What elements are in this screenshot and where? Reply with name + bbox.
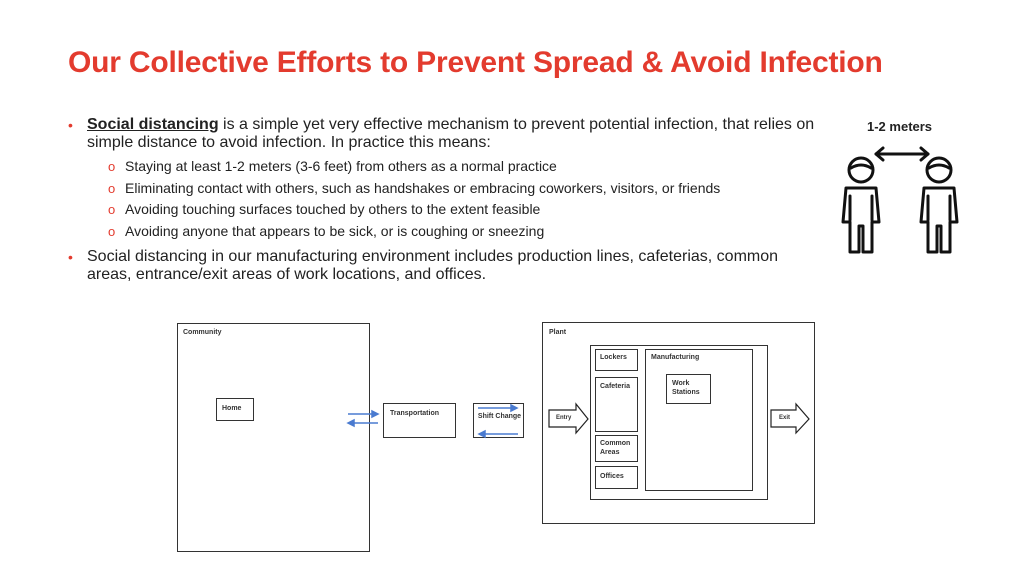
circle-bullet-icon: o (108, 223, 116, 239)
bullet-dot-icon: • (68, 249, 73, 265)
entry-label: Entry (556, 415, 572, 421)
slide-title: Our Collective Efforts to Prevent Spread & Avoid Infection (68, 46, 883, 79)
plant-label: Plant (549, 329, 567, 336)
manufacturing-label: Manufacturing (651, 354, 700, 361)
cafeteria-label: Cafeteria (600, 383, 630, 390)
sub-bullet: o Avoiding touching surfaces touched by others to the extent feasible (56, 199, 816, 221)
bullet-dot-icon: • (68, 117, 73, 133)
shift-change-label: Shift Change (477, 413, 522, 420)
work-stations-label: Work Stations (672, 380, 700, 396)
community-label: Community (183, 329, 222, 336)
circle-bullet-icon: o (108, 180, 116, 196)
transportation-label: Transportation (390, 410, 440, 417)
distance-label: 1-2 meters (867, 119, 933, 134)
bullet-manufacturing: • Social distancing in our manufacturing environment includes production lines, cafeterias, common areas, entrance/exit areas of work locations, and offices. (68, 248, 779, 283)
sub-bullet: o Eliminating contact with others, such as handshakes or embracing coworkers, visitors, or friends (56, 178, 816, 200)
common-areas-label: Common Areas (600, 440, 631, 456)
circle-bullet-icon: o (108, 159, 116, 174)
bullet-lead: Social distancing (87, 116, 219, 133)
offices-label: Offices (600, 473, 624, 480)
sub-bullet: o Staying at least 1-2 meters (3-6 feet) from others as a normal practice (56, 156, 816, 178)
exit-label: Exit (779, 415, 791, 421)
circle-bullet-icon: o (108, 202, 116, 217)
bullet-text: is a simple yet very effective mechanism to prevent potential infection, that relies on simple distance to avoid infection. In practice this means: (87, 116, 815, 151)
sub-bullet: o Avoiding anyone that appears to be sick, or is coughing or sneezing (56, 221, 816, 243)
home-label: Home (222, 405, 242, 412)
lockers-label: Lockers (600, 354, 627, 361)
